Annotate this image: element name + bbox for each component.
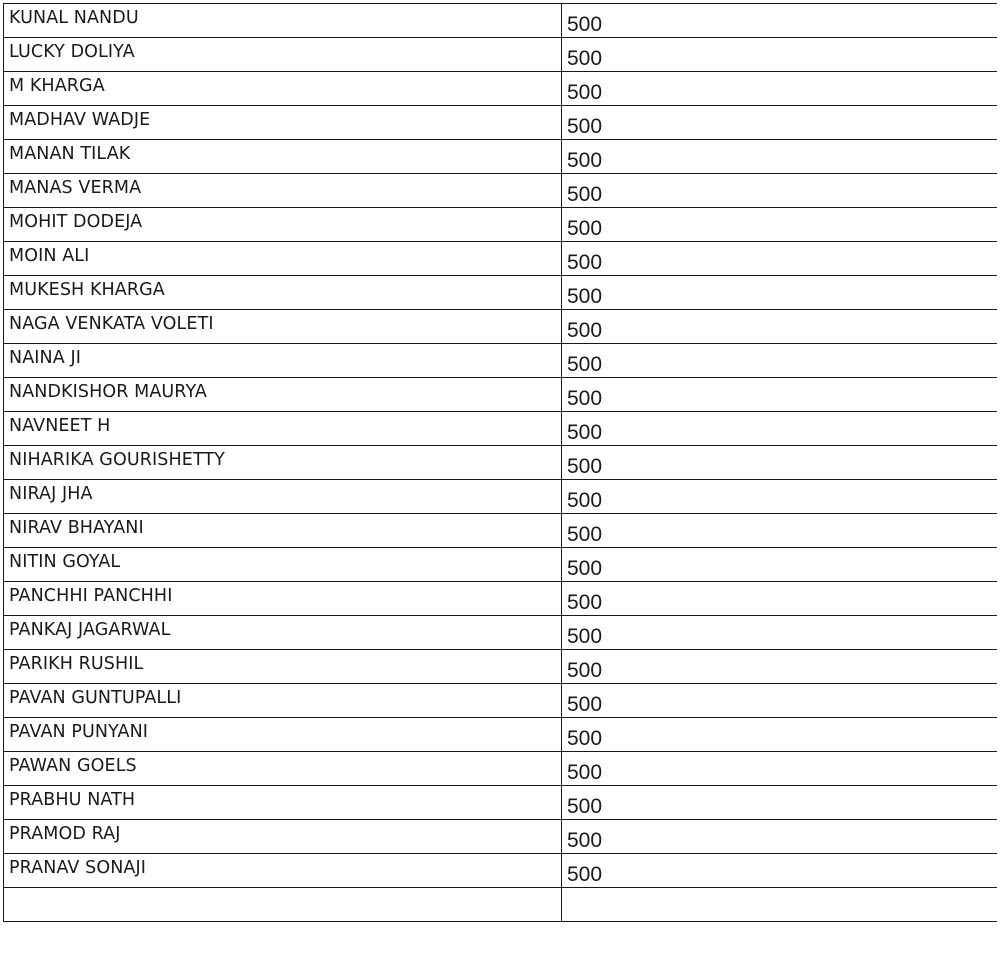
table-row xyxy=(4,276,998,310)
amount-cell[interactable]: 500 xyxy=(562,616,998,650)
name-cell[interactable]: MANAS VERMA xyxy=(4,174,562,208)
table-row xyxy=(4,616,998,650)
name-cell[interactable]: NIRAJ JHA xyxy=(4,480,562,514)
table-row xyxy=(4,582,998,616)
table-body xyxy=(4,4,998,922)
name-cell[interactable]: NANDKISHOR MAURYA xyxy=(4,378,562,412)
name-cell[interactable]: MADHAV WADJE xyxy=(4,106,562,140)
amount-cell[interactable]: 500 xyxy=(562,344,998,378)
name-cell[interactable]: PRAMOD RAJ xyxy=(4,820,562,854)
amount-cell[interactable]: 500 xyxy=(562,72,998,106)
name-cell[interactable]: PANCHHI PANCHHI xyxy=(4,582,562,616)
table-row xyxy=(4,820,998,854)
table-row xyxy=(4,752,998,786)
table-row xyxy=(4,684,998,718)
amount-cell[interactable]: 500 xyxy=(562,718,998,752)
amount-cell[interactable]: 500 xyxy=(562,684,998,718)
amount-cell[interactable]: 500 xyxy=(562,480,998,514)
amount-cell[interactable]: 500 xyxy=(562,412,998,446)
table-row xyxy=(4,548,998,582)
amount-cell[interactable]: 500 xyxy=(562,650,998,684)
amount-cell[interactable]: 500 xyxy=(562,854,998,888)
name-cell[interactable]: NAINA JI xyxy=(4,344,562,378)
amount-cell[interactable]: 500 xyxy=(562,514,998,548)
amount-cell[interactable]: 500 xyxy=(562,786,998,820)
table-row xyxy=(4,72,998,106)
amount-cell[interactable]: 500 xyxy=(562,548,998,582)
amount-cell[interactable]: 500 xyxy=(562,174,998,208)
name-cell[interactable]: PRANAV SONAJI xyxy=(4,854,562,888)
name-cell[interactable]: NIRAV BHAYANI xyxy=(4,514,562,548)
amount-cell[interactable]: 500 xyxy=(562,276,998,310)
amount-cell[interactable]: 500 xyxy=(562,310,998,344)
amount-cell[interactable]: 500 xyxy=(562,4,998,38)
name-cell[interactable]: NITIN GOYAL xyxy=(4,548,562,582)
empty-cell[interactable] xyxy=(562,888,998,922)
name-cell[interactable]: MOIN ALI xyxy=(4,242,562,276)
table-row xyxy=(4,208,998,242)
table-row xyxy=(4,514,998,548)
table-row xyxy=(4,140,998,174)
amount-cell[interactable]: 500 xyxy=(562,820,998,854)
name-cell[interactable]: LUCKY DOLIYA xyxy=(4,38,562,72)
name-cell[interactable]: MOHIT DODEJA xyxy=(4,208,562,242)
table-row xyxy=(4,344,998,378)
amount-cell[interactable]: 500 xyxy=(562,242,998,276)
table-row xyxy=(4,854,998,888)
name-cell[interactable]: PAWAN GOELS xyxy=(4,752,562,786)
table-row xyxy=(4,480,998,514)
table-row xyxy=(4,4,998,38)
name-cell[interactable]: MUKESH KHARGA xyxy=(4,276,562,310)
names-amounts-table xyxy=(3,3,997,922)
name-cell[interactable]: M KHARGA xyxy=(4,72,562,106)
table-row xyxy=(4,38,998,72)
spreadsheet-view xyxy=(3,3,997,976)
amount-cell[interactable]: 500 xyxy=(562,752,998,786)
table-row xyxy=(4,242,998,276)
table-row xyxy=(4,718,998,752)
name-cell[interactable]: PRABHU NATH xyxy=(4,786,562,820)
name-cell[interactable]: PAVAN GUNTUPALLI xyxy=(4,684,562,718)
name-cell[interactable]: NAVNEET H xyxy=(4,412,562,446)
name-cell[interactable]: KUNAL NANDU xyxy=(4,4,562,38)
amount-cell[interactable]: 500 xyxy=(562,208,998,242)
name-cell[interactable]: NIHARIKA GOURISHETTY xyxy=(4,446,562,480)
amount-cell[interactable]: 500 xyxy=(562,446,998,480)
amount-cell[interactable]: 500 xyxy=(562,378,998,412)
table-row xyxy=(4,106,998,140)
table-row xyxy=(4,446,998,480)
name-cell[interactable]: PARIKH RUSHIL xyxy=(4,650,562,684)
table-row xyxy=(4,174,998,208)
name-cell[interactable]: PAVAN PUNYANI xyxy=(4,718,562,752)
amount-cell[interactable]: 500 xyxy=(562,106,998,140)
name-cell[interactable]: MANAN TILAK xyxy=(4,140,562,174)
table-row xyxy=(4,378,998,412)
table-row xyxy=(4,650,998,684)
amount-cell[interactable]: 500 xyxy=(562,140,998,174)
name-cell[interactable]: PANKAJ JAGARWAL xyxy=(4,616,562,650)
amount-cell[interactable]: 500 xyxy=(562,582,998,616)
table-row xyxy=(4,310,998,344)
empty-cell[interactable] xyxy=(4,888,562,922)
table-row xyxy=(4,412,998,446)
name-cell[interactable]: NAGA VENKATA VOLETI xyxy=(4,310,562,344)
table-row-partial xyxy=(4,888,998,922)
amount-cell[interactable]: 500 xyxy=(562,38,998,72)
table-row xyxy=(4,786,998,820)
